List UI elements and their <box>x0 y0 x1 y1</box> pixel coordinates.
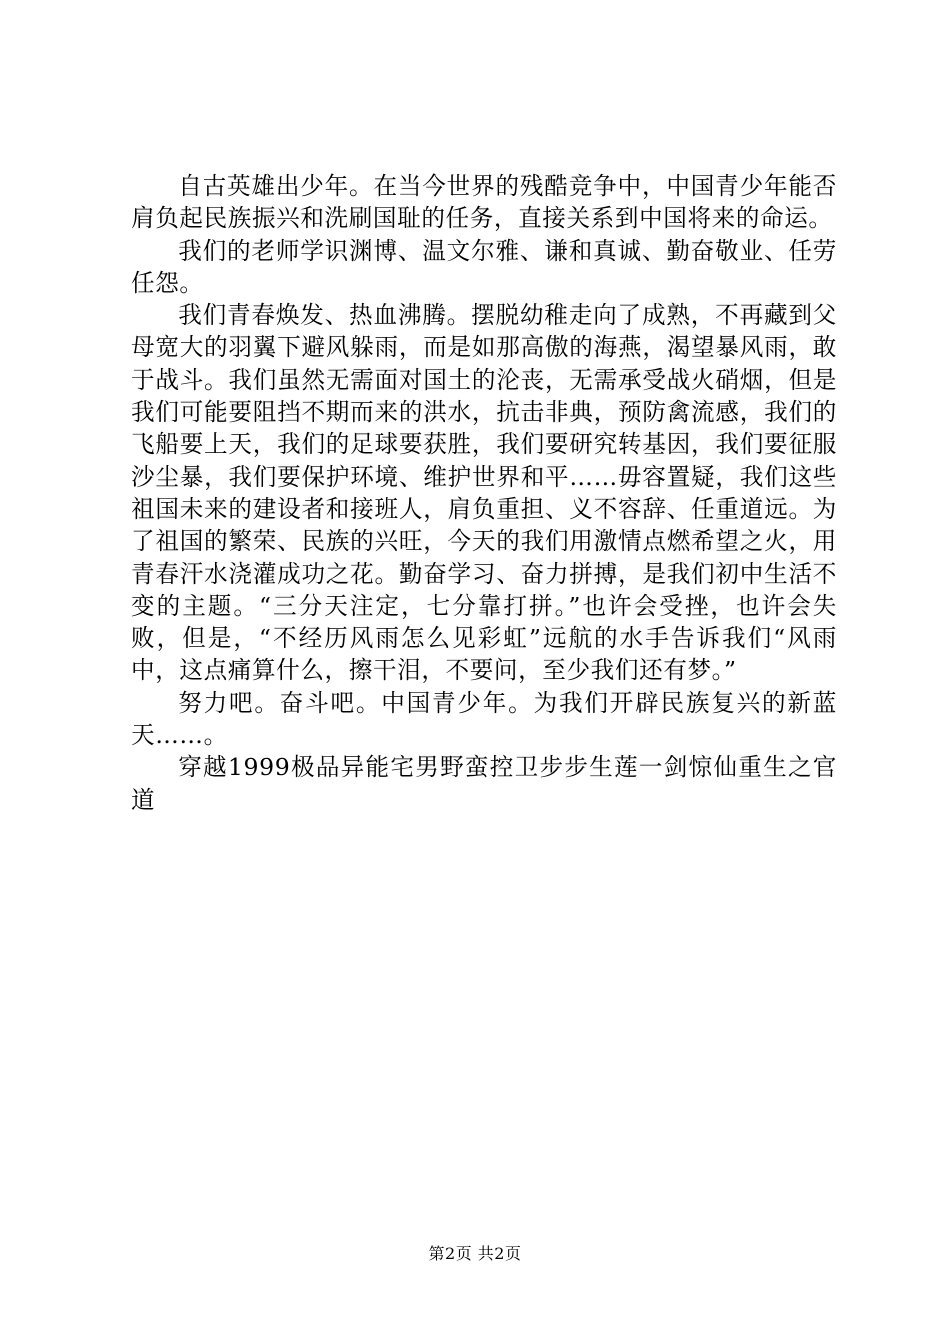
paragraph: 努力吧。奋斗吧。中国青少年。为我们开辟民族复兴的新蓝天……。 <box>131 688 837 750</box>
paragraph: 穿越1999极品异能宅男野蛮控卫步步生莲一剑惊仙重生之官道 <box>131 753 837 814</box>
document-body <box>131 170 837 816</box>
paragraph: 自古英雄出少年。在当今世界的残酷竞争中，中国青少年能否肩负起民族振兴和洗刷国耻的任务，直接关系到中国将来的命运。 <box>131 172 837 233</box>
paragraph: 我们青春焕发、热血沸腾。摆脱幼稚走向了成熟，不再藏到父母宽大的羽翼下避风躲雨，而是如那高傲的海燕，渴望暴风雨，敢于战斗。我们虽然无需面对国土的沦丧，无需承受战火硝烟，但是我们可能要阻挡不期而来的洪水，抗击非典，预防禽流感，我们的飞船要上天，我们的足球要获胜，我们要研究转基因，我们要征服沙尘暴，我们要保护环境、维护世界和平……毋容置疑，我们这些祖国未来的建设者和接班人，肩负重担、义不容辞、任重道远。为了祖国的繁荣、民族的兴旺，今天的我们用激情点燃希望之火，用青春汗水浇灌成功之花。勤奋学习、奋力拼搏，是我们初中生活不变的主题。“三分天注定，七分靠打拼。”也许会受挫，也许会失败，但是，“不经历风雨怎么见彩虹”远航的水手告诉我们“风雨中，这点痛算什么，擦干泪，不要问，至少我们还有梦。” <box>131 301 837 685</box>
paragraph: 我们的老师学识渊博、温文尔雅、谦和真诚、勤奋敬业、任劳任怨。 <box>131 236 837 297</box>
page-number-footer: 第2页 共2页 <box>428 1244 522 1263</box>
